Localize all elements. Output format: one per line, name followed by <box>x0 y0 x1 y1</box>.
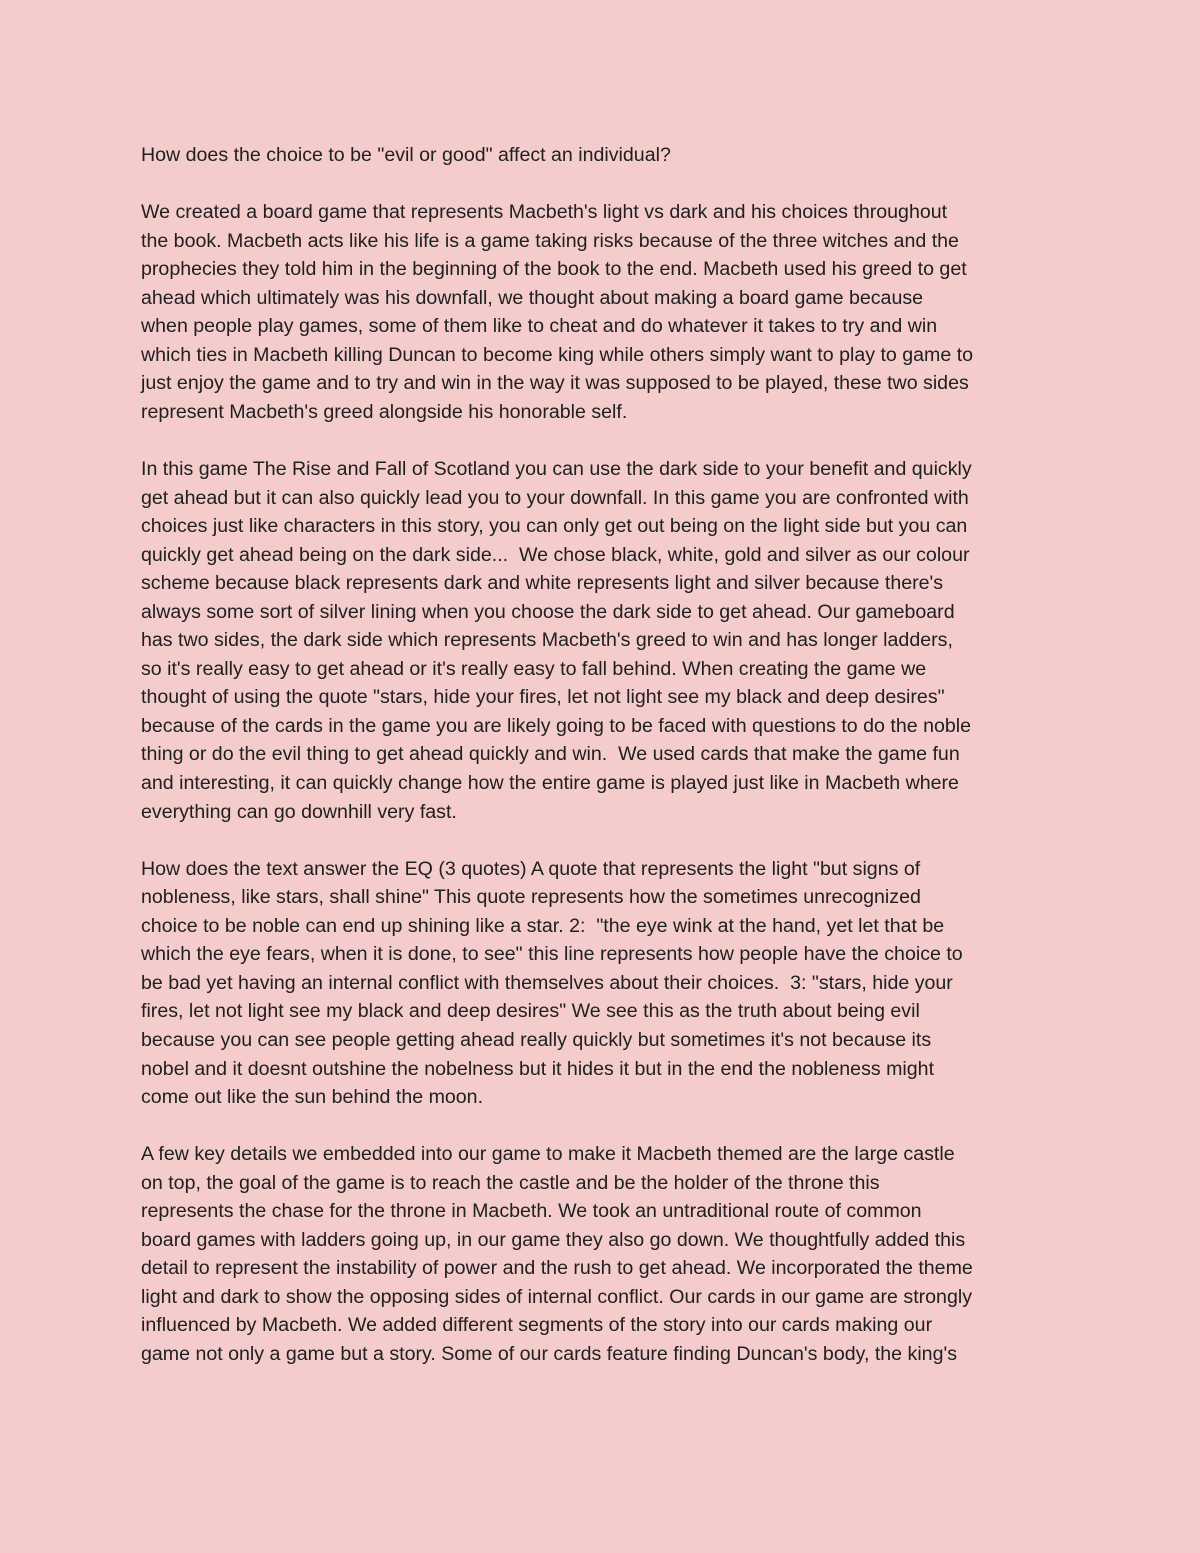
text-line: thing or do the evil thing to get ahead quickly and win. We used cards that make the game fun <box>141 743 960 766</box>
text-line: How does the text answer the EQ (3 quotes) A quote that represents the light "but signs of <box>141 857 921 880</box>
paragraph-spacer <box>141 426 1071 455</box>
paragraph <box>141 1140 1071 1368</box>
text-line: We created a board game that represents Macbeth's light vs dark and his choices throughout <box>141 201 948 224</box>
text-line: represent Macbeth's greed alongside his honorable self. <box>141 400 628 423</box>
text-line: board games with ladders going up, in our game they also go down. We thoughtfully added this <box>141 1228 966 1251</box>
text-line: which ties in Macbeth killing Duncan to become king while others simply want to play to game to <box>141 343 974 366</box>
paragraph <box>141 455 1071 826</box>
text-line: influenced by Macbeth. We added different segments of the story into our cards making our <box>141 1314 933 1337</box>
text-line: which the eye fears, when it is done, to see" this line represents how people have the choice to <box>141 943 963 966</box>
text-line: ahead which ultimately was his downfall, we thought about making a board game because <box>141 286 924 309</box>
text-line: prophecies they told him in the beginning of the book to the end. Macbeth used his greed to get <box>141 258 967 281</box>
text-line: nobleness, like stars, shall shine" This quote represents how the sometimes unrecognized <box>141 886 921 909</box>
text-line: detail to represent the instability of power and the rush to get ahead. We incorporated the theme <box>141 1257 973 1280</box>
text-line: always some sort of silver lining when you choose the dark side to get ahead. Our gameboard <box>141 600 955 623</box>
text-line: In this game The Rise and Fall of Scotland you can use the dark side to your benefit and quickly <box>141 458 972 481</box>
paragraph <box>141 198 1071 426</box>
text-line: fires, let not light see my black and deep desires" We see this as the truth about being evil <box>141 1000 920 1023</box>
text-line: everything can go downhill very fast. <box>141 800 457 823</box>
paragraph <box>141 855 1071 1112</box>
question-line: How does the choice to be "evil or good" affect an individual? <box>141 144 671 166</box>
text-line: choices just like characters in this story, you can only get out being on the light side but you can <box>141 515 968 538</box>
text-line: has two sides, the dark side which represents Macbeth's greed to win and has longer ladders, <box>141 629 953 652</box>
document-page <box>141 141 1071 1369</box>
text-line: come out like the sun behind the moon. <box>141 1086 484 1109</box>
text-line: on top, the goal of the game is to reach the castle and be the holder of the throne this <box>141 1171 880 1194</box>
text-line: A few key details we embedded into our game to make it Macbeth themed are the large castle <box>141 1143 955 1166</box>
text-line: because you can see people getting ahead really quickly but sometimes it's not because its <box>141 1028 932 1051</box>
text-line: thought of using the quote "stars, hide your fires, let not light see my black and deep desires" <box>141 686 945 709</box>
text-line: choice to be noble can end up shining like a star. 2: "the eye wink at the hand, yet let that be <box>141 914 945 937</box>
paragraph-spacer <box>141 826 1071 855</box>
essential-question <box>141 141 1071 170</box>
text-line: and interesting, it can quickly change how the entire game is played just like in Macbeth where <box>141 772 959 795</box>
text-line: game not only a game but a story. Some of our cards feature finding Duncan's body, the king's <box>141 1342 958 1365</box>
text-line: scheme because black represents dark and white represents light and silver because there's <box>141 572 944 595</box>
text-line: light and dark to show the opposing sides of internal conflict. Our cards in our game are strongly <box>141 1285 973 1308</box>
paragraphs-container <box>141 198 1071 1368</box>
text-line: the book. Macbeth acts like his life is a game taking risks because of the three witches and the <box>141 229 959 252</box>
text-line: represents the chase for the throne in Macbeth. We took an untraditional route of common <box>141 1200 922 1223</box>
paragraph-spacer <box>141 1112 1071 1141</box>
text-line: so it's really easy to get ahead or it's really easy to fall behind. When creating the game we <box>141 657 927 680</box>
paragraph-spacer <box>141 170 1071 199</box>
text-line: get ahead but it can also quickly lead you to your downfall. In this game you are confronted with <box>141 486 969 509</box>
text-line: because of the cards in the game you are likely going to be faced with questions to do the noble <box>141 714 972 737</box>
text-line: quickly get ahead being on the dark side... We chose black, white, gold and silver as our colour <box>141 543 970 566</box>
text-line: when people play games, some of them like to cheat and do whatever it takes to try and win <box>141 315 938 338</box>
text-line: nobel and it doesnt outshine the nobelness but it hides it but in the end the nobleness might <box>141 1057 935 1080</box>
text-line: be bad yet having an internal conflict with themselves about their choices. 3: "stars, hide your <box>141 971 953 994</box>
text-line: just enjoy the game and to try and win in the way it was supposed to be played, these two sides <box>141 372 969 395</box>
